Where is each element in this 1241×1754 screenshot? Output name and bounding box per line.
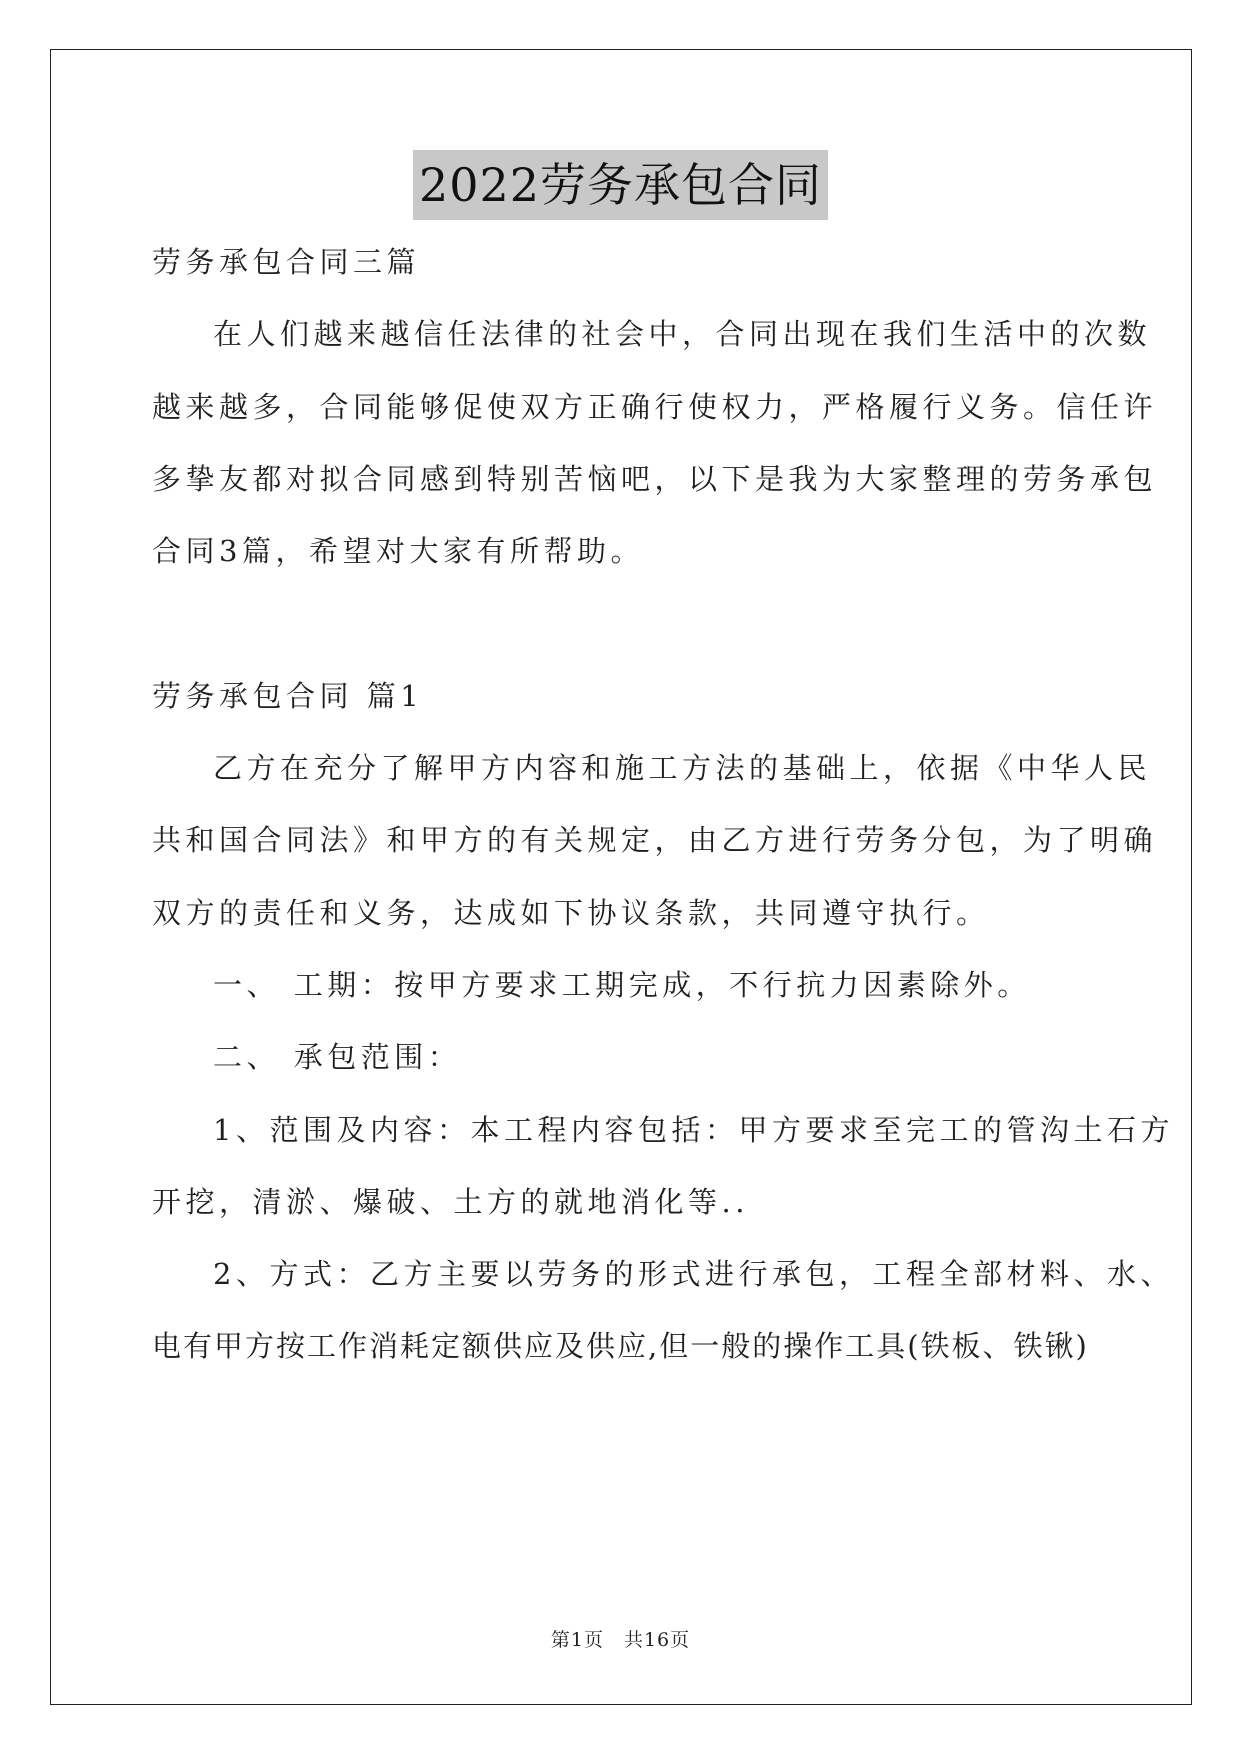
clause-line: 二、 承包范围：: [213, 1040, 462, 1074]
title-container: [0, 150, 1241, 220]
section-heading: 劳务承包合同 篇1: [152, 679, 424, 713]
paragraph-line: 双方的责任和义务，达成如下协议条款，共同遵守执行。: [152, 896, 990, 930]
paragraph-line: 2、方式：乙方主要以劳务的形式进行承包，工程全部材料、水、: [213, 1257, 1174, 1291]
subtitle: 劳务承包合同三篇: [152, 245, 421, 279]
page-border: [50, 49, 1192, 1705]
paragraph-line: 开挖，清淤、爆破、土方的就地消化等..: [152, 1185, 749, 1219]
page-footer: 第1页 共16页: [550, 1629, 691, 1651]
paragraph-line: 乙方在充分了解甲方内容和施工方法的基础上，依据《中华人民: [213, 751, 1152, 785]
paragraph-line: 在人们越来越信任法律的社会中，合同出现在我们生活中的次数: [213, 317, 1152, 351]
paragraph-line: 电有甲方按工作消耗定额供应及供应,但一般的操作工具(铁板、铁锹): [152, 1329, 1089, 1363]
document-title: 2022劳务承包合同: [413, 150, 828, 220]
paragraph-line: 越来越多，合同能够促使双方正确行使权力，严格履行义务。信任许: [152, 390, 1158, 424]
paragraph-line: 1、范围及内容：本工程内容包括：甲方要求至完工的管沟土石方: [213, 1113, 1174, 1147]
paragraph-line: 多挚友都对拟合同感到特别苦恼吧，以下是我为大家整理的劳务承包: [152, 462, 1158, 496]
clause-line: 一、 工期：按甲方要求工期完成，不行抗力因素除外。: [213, 968, 1031, 1002]
paragraph-line: 合同3篇，希望对大家有所帮助。: [152, 534, 644, 568]
paragraph-line: 共和国合同法》和甲方的有关规定，由乙方进行劳务分包，为了明确: [152, 823, 1158, 857]
